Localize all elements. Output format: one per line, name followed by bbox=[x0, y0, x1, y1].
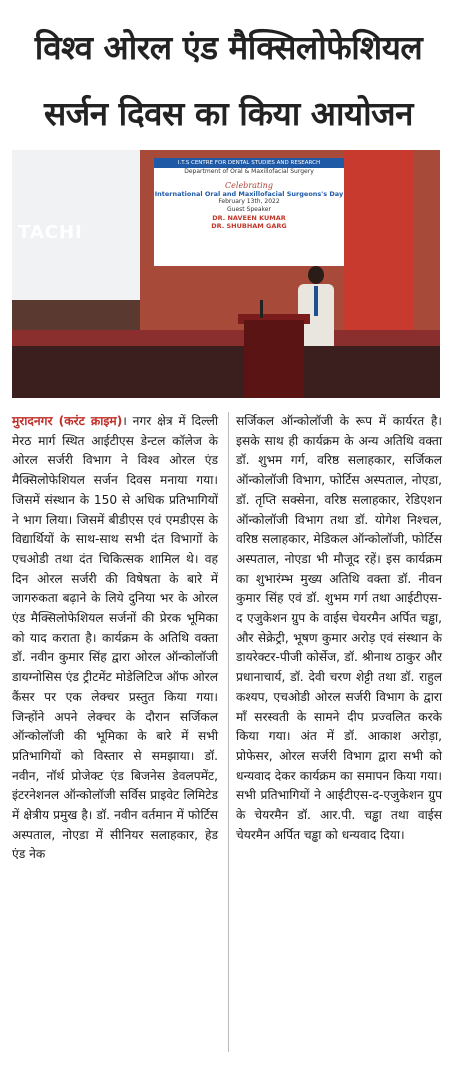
microphone bbox=[260, 300, 263, 318]
banner-celebrating: Celebrating bbox=[225, 181, 273, 190]
stage-edge bbox=[12, 330, 440, 346]
event-banner bbox=[154, 158, 344, 266]
article-right-text: सर्जिकल ऑन्कोलॉजी के रूप में कार्यरत है। इसके साथ ही कार्यक्रम के अन्य अतिथि वक्ता डॉ. शुभम गर्ग, वरिष्ठ सलाहकार, सर्जिकल ऑन्कोलॉजी विभाग, फोर्टिस अस्पताल, नोएडा, डॉ. तृप्ति सक्सेना, वरिष्ठ सलाहकार, रेडिएशन ऑन्कोलॉजी विभाग तथा डॉ. योगेश निश्चल, वरिष्ठ सलाहकार, मेडिकल ऑन्कोलॉजी, फोर्टिस अस्पताल, नोएडा भी मौजूद रहें। इस कार्यक्रम का शुभारंम्भ मुख्य अतिथि वक्ता डॉ. नीवन कुमार सिंह एवं डॉ. शुभम गर्ग तथा आईटीएस-द एजुकेशन ग्रुप के वाईस चेयरमैन अर्पित चड्ढा, और सेक्रेट्री, भूषण कुमार अरोड़ एवं संस्थान के डायरेक्टर-पीजी कोर्सेज, डॉ. श्रीनाथ ठाकुर और प्रधानाचार्य, डॉ. देवी चरण शेट्टी तथा डॉ. राहुल कश्यप, एचओडी ओरल सर्जरी विभाग के द्वारा माँ सरस्वती के सामने दीप प्रज्वलित करके किया गया। अंत में डॉ. आकाश अरोड़ा, प्रोफेसर, ओरल सर्जरी विभाग द्वारा सभी को धन्यवाद देकर कार्यक्रम का समापन किया गया। सभी प्रतिभागियों ने आईटीएस-द-एजुकेशन ग्रुप के चेयरमैन डॉ. आर.पी. चड्ढा तथा वाईस चेयरमैन अर्पित चड्ढा को धन्यवाद दिया। bbox=[236, 414, 442, 842]
banner-guest-label: Guest Speaker bbox=[227, 206, 271, 213]
projector-screen bbox=[12, 150, 140, 300]
banner-dept: Department of Oral & Maxillofacial Surgery bbox=[184, 168, 314, 175]
article-column-right bbox=[236, 412, 442, 845]
event-photo bbox=[12, 150, 440, 398]
screen-logo-text: TACHI bbox=[18, 222, 83, 243]
article-column-left bbox=[12, 412, 218, 865]
dateline: मुरादनगर (करंट क्राइम) bbox=[12, 414, 123, 428]
column-divider bbox=[228, 412, 229, 1052]
floor bbox=[12, 346, 440, 398]
banner-org: I.T.S CENTRE FOR DENTAL STUDIES AND RESEARCH bbox=[154, 158, 344, 168]
banner-event: International Oral and Maxillofacial Surgeons's Day bbox=[154, 190, 344, 198]
article-left-text: । नगर क्षेत्र में दिल्ली मेरठ मार्ग स्थित आईटीएस डेन्टल कॉलेज के ओरल सर्जरी विभाग ने विश्व ओरल एंड मैक्सिलोफेशियल सर्जन दिवस मनाया गया। जिसमें संस्थान के 150 से अधिक प्रतिभागियों ने भाग लिया। जिसमें बीडीएस एवं एमडीएस के विद्यार्थियों के साथ-साथ सभी दंत विभागों के एचओडी तथा दंत चिकित्सक शामिल थे। वह दिन ओरल सर्जरी की विषेषता के बारे में जागरुकता बढ़ाने के लिये दुनिया भर के ओरल एंड मैक्सिलोफेशियल सर्जनों की प्रेरक भूमिका को याद कराता है। कार्यक्रम के अतिथि वक्ता डॉ. नवीन कुमार सिंह द्वारा ओरल ऑन्कोलॉजी डायग्नोसिस एंड ट्रीटमेंट मोडेलिटिज ऑफ ओरल कैंसर पर एक लेक्चर प्रस्तुत किया गया। जिन्होंने अपने लेक्चर के दौरान सर्जिकल ऑन्कोलॉजी की भूमिका के बारे में सभी प्रतिभागियों को विस्तार से समझाया। डॉ. नवीन, नॉर्थ प्रोजेक्ट एंड बिजनेस डेवलपमेंट, इंटरनेशनल ऑन्कोलॉजी सर्विस प्राइवेट लिमिटेड में क्षेत्रीय प्रमुख है। डॉ. नवीन वर्तमान में फोर्टिस अस्पताल, नोएडा में सीनियर सलाहकार, हेड एंड नेक bbox=[12, 414, 218, 862]
banner-date: February 13th, 2022 bbox=[218, 198, 280, 205]
podium bbox=[244, 320, 304, 398]
headline-line-1: विश्व ओरल एंड मैक्सिलोफेशियल bbox=[34, 28, 423, 67]
headline-line-2: सर्जन दिवस का किया आयोजन bbox=[44, 94, 413, 133]
banner-guest-name-2: DR. SHUBHAM GARG bbox=[211, 222, 287, 230]
banner-guest-name: DR. NAVEEN KUMAR bbox=[212, 214, 286, 222]
